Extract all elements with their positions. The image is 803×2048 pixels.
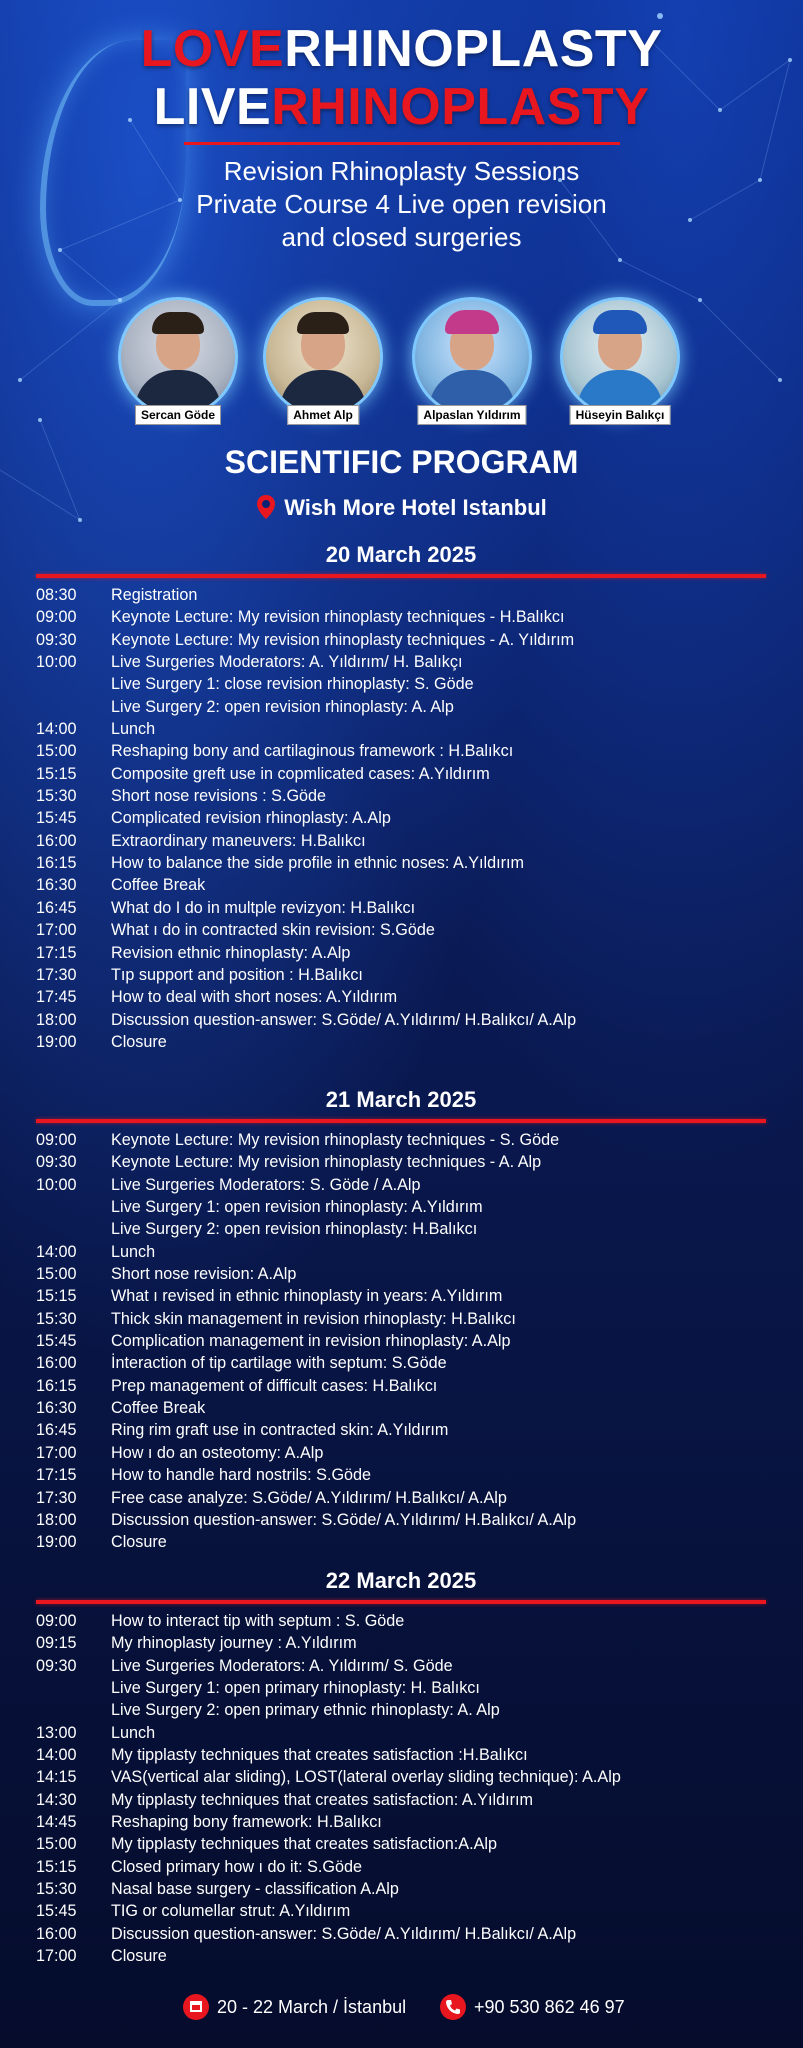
speaker-card: [118, 297, 238, 422]
schedule-time: 09:30: [36, 1656, 77, 1675]
schedule-row: [36, 1218, 766, 1240]
schedule-item: Coffee Break: [111, 1399, 206, 1418]
schedule-row: [36, 673, 766, 695]
schedule-row: [36, 1487, 766, 1509]
schedule-item: How ı do an osteotomy: A.Alp: [111, 1443, 324, 1462]
schedule-item: Live Surgeries Moderators: A. Yıldırım/ S. Göde: [111, 1656, 453, 1675]
schedule-row: [36, 986, 766, 1008]
schedule-row: [36, 964, 766, 986]
schedule-time: 18:00: [36, 1510, 77, 1529]
schedule-item: My rhinoplasty journey : A.Yıldırım: [111, 1634, 357, 1653]
schedule-row: [36, 830, 766, 852]
schedule-row: [36, 696, 766, 718]
schedule-row: [36, 718, 766, 740]
schedule-row: [36, 1531, 766, 1553]
schedule-row: [36, 1263, 766, 1285]
schedule-item: Keynote Lecture: My revision rhinoplasty techniques - A. Alp: [111, 1153, 542, 1172]
schedule-time: 16:00: [36, 1924, 77, 1943]
schedule-time: 15:15: [36, 1857, 77, 1876]
schedule-row: [36, 1833, 766, 1855]
schedule-time: 15:15: [36, 764, 77, 783]
schedule-item: Live Surgeries Moderators: S. Göde / A.Alp: [111, 1175, 421, 1194]
schedule-list: [36, 1129, 766, 1554]
calendar-icon: [183, 1994, 209, 2020]
title-rhinoplasty-2: RHINOPLASTY: [271, 78, 650, 136]
schedule-item: What ı do in contracted skin revision: S.Göde: [111, 921, 435, 940]
schedule-time: 16:45: [36, 1421, 77, 1440]
schedule-time: 15:30: [36, 1309, 77, 1328]
schedule-row: [36, 1442, 766, 1464]
schedule-row: [36, 1744, 766, 1766]
avatar: [118, 297, 238, 417]
schedule-row: [36, 651, 766, 673]
schedule-time: 09:15: [36, 1634, 77, 1653]
schedule-item: Live Surgeries Moderators: A. Yıldırım/ H. Balıkçı: [111, 653, 463, 672]
schedule-row: [36, 1655, 766, 1677]
event-title-line-2: [0, 78, 803, 136]
schedule-row: [36, 629, 766, 651]
schedule-item: VAS(vertical alar sliding), LOST(lateral overlay sliding technique): A.Alp: [111, 1768, 621, 1787]
schedule-time: 15:30: [36, 1880, 77, 1899]
footer-dates-text: 20 - 22 March / İstanbul: [217, 1996, 407, 2017]
schedule-row: [36, 1900, 766, 1922]
schedule-list: [36, 1610, 766, 1968]
day-section: [36, 1568, 766, 1968]
schedule-item: İnteraction of tip cartilage with septum: S.Göde: [111, 1354, 447, 1373]
schedule-row: [36, 1151, 766, 1173]
schedule-item: Keynote Lecture: My revision rhinoplasty techniques - H.Balıkcı: [111, 608, 565, 627]
schedule-item: Live Surgery 2: open revision rhinoplasty: H.Balıkcı: [111, 1220, 478, 1239]
schedule-time: 17:00: [36, 1443, 77, 1462]
schedule-item: Keynote Lecture: My revision rhinoplasty techniques - S. Göde: [111, 1131, 560, 1149]
schedule-time: 17:00: [36, 1947, 77, 1966]
schedule-time: 10:00: [36, 1175, 77, 1194]
schedule-item: Closed primary how ı do it: S.Göde: [111, 1857, 363, 1876]
schedule-row: [36, 807, 766, 829]
schedule-item: Nasal base surgery - classification A.Alp: [111, 1880, 399, 1899]
event-title-line-1: [0, 20, 803, 78]
schedule-row: [36, 942, 766, 964]
venue-line: [0, 494, 803, 521]
schedule-item: Reshaping bony and cartilaginous framework : H.Balıkcı: [111, 742, 514, 761]
phone-icon: [440, 1994, 466, 2020]
day-section: [36, 1087, 766, 1554]
venue-name: Wish More Hotel Istanbul: [284, 495, 547, 520]
subtitle-line-1: Revision Rhinoplasty Sessions: [223, 156, 580, 186]
avatar: [560, 297, 680, 417]
schedule-item: Short nose revision: A.Alp: [111, 1265, 297, 1284]
schedule-item: Prep management of difficult cases: H.Balıkcı: [111, 1376, 438, 1395]
schedule-item: TIG or columellar strut: A.Yıldırım: [111, 1902, 351, 1921]
schedule-time: 08:30: [36, 586, 77, 604]
schedule-row: [36, 1766, 766, 1788]
schedule-item: Thick skin management in revision rhinoplasty: H.Balıkcı: [111, 1309, 516, 1328]
day-divider: [36, 574, 766, 578]
schedule-row: [36, 785, 766, 807]
schedule-item: Closure: [111, 1533, 167, 1552]
schedule-time: [36, 1677, 111, 1699]
schedule-item: Complicated revision rhinoplasty: A.Alp: [111, 809, 391, 828]
event-header: [0, 20, 803, 254]
day-section: [36, 542, 766, 1053]
schedule-row: [36, 1610, 766, 1632]
schedule-time: 16:30: [36, 1399, 77, 1418]
day-title: 21 March 2025: [325, 1087, 477, 1112]
schedule-item: How to deal with short noses: A.Yıldırım: [111, 988, 398, 1007]
schedule-row: [36, 1397, 766, 1419]
schedule-time: 19:00: [36, 1533, 77, 1552]
title-love: LOVE: [140, 20, 285, 78]
schedule-row: [36, 1419, 766, 1441]
schedule-time: 15:00: [36, 742, 77, 761]
day-divider: [36, 1119, 766, 1123]
schedule-item: My tipplasty techniques that creates satisfaction :H.Balıkcı: [111, 1746, 528, 1765]
schedule-item: Closure: [111, 1947, 167, 1966]
schedule-time: 17:30: [36, 1488, 77, 1507]
schedule-row: [36, 897, 766, 919]
footer-phone-text: +90 530 862 46 97: [474, 1996, 625, 2017]
schedule-item: My tipplasty techniques that creates satisfaction:A.Alp: [111, 1835, 497, 1854]
schedule-item: How to balance the side profile in ethnic noses: A.Yıldırım: [111, 854, 525, 873]
footer-dates: [183, 1994, 406, 2020]
schedule-time: 17:45: [36, 988, 77, 1007]
schedule-row: [36, 740, 766, 762]
schedule-row: [36, 1856, 766, 1878]
schedule-row: [36, 1878, 766, 1900]
schedule-row: [36, 1811, 766, 1833]
title-live: LIVE: [153, 78, 272, 136]
schedule-row: [36, 1945, 766, 1967]
speaker-card: [263, 297, 383, 422]
schedule-row: [36, 852, 766, 874]
schedule-row: [36, 1464, 766, 1486]
day-title: 20 March 2025: [325, 542, 477, 567]
schedule-row: [36, 584, 766, 606]
schedule-item: What ı revised in ethnic rhinoplasty in years: A.Yıldırım: [111, 1287, 503, 1306]
schedule-row: [36, 606, 766, 628]
schedule-time: [36, 1196, 111, 1218]
schedule-item: Live Surgery 1: close revision rhinoplasty: S. Göde: [111, 675, 474, 694]
schedule-list: [36, 584, 766, 1053]
schedule-row: [36, 1509, 766, 1531]
schedule-time: 15:45: [36, 809, 77, 828]
schedule-time: 16:15: [36, 1376, 77, 1395]
schedule-item: Complication management in revision rhinoplasty: A.Alp: [111, 1332, 511, 1351]
schedule-time: 17:15: [36, 1466, 77, 1485]
speaker-name: Sercan Göde: [135, 405, 221, 425]
schedule-time: 09:00: [36, 1131, 77, 1149]
schedule-row: [36, 1009, 766, 1031]
schedule-time: 15:45: [36, 1332, 77, 1351]
day-divider: [36, 1600, 766, 1604]
schedule-time: 09:00: [36, 1612, 77, 1630]
schedule-item: How to handle hard nostrils: S.Göde: [111, 1466, 372, 1485]
schedule-time: 16:30: [36, 876, 77, 895]
schedule-row: [36, 1330, 766, 1352]
schedule-time: 14:00: [36, 1746, 77, 1765]
schedule-item: Discussion question-answer: S.Göde/ A.Yıldırım/ H.Balıkcı/ A.Alp: [111, 1010, 577, 1029]
schedule-row: [36, 1699, 766, 1721]
schedule-item: Live Surgery 1: open primary rhinoplasty: H. Balıkcı: [111, 1679, 480, 1698]
schedule-item: Live Surgery 1: open revision rhinoplasty: A.Yıldırım: [111, 1198, 483, 1217]
schedule-time: 14:45: [36, 1813, 77, 1832]
schedule-time: 09:30: [36, 1153, 77, 1172]
schedule-item: Coffee Break: [111, 876, 206, 895]
schedule-row: [36, 1677, 766, 1699]
schedule-row: [36, 1031, 766, 1053]
schedule-row: [36, 1632, 766, 1654]
schedule-time: 14:30: [36, 1790, 77, 1809]
schedule-time: 09:30: [36, 630, 77, 649]
schedule-item: My tipplasty techniques that creates satisfaction: A.Yıldırım: [111, 1790, 533, 1809]
schedule-item: Live Surgery 2: open revision rhinoplasty: A. Alp: [111, 697, 454, 716]
schedule-time: [36, 1699, 111, 1721]
schedule-time: 16:45: [36, 898, 77, 917]
title-underline: [184, 142, 620, 145]
schedule-item: Extraordinary maneuvers: H.Balıkcı: [111, 831, 366, 850]
avatar: [412, 297, 532, 417]
schedule-item: Tıp support and position : H.Balıkcı: [111, 965, 363, 984]
schedule-time: 19:00: [36, 1032, 77, 1051]
schedule-item: Keynote Lecture: My revision rhinoplasty techniques - A. Yıldırım: [111, 630, 575, 649]
schedule-row: [36, 1722, 766, 1744]
schedule-item: Discussion question-answer: S.Göde/ A.Yıldırım/ H.Balıkcı/ A.Alp: [111, 1924, 577, 1943]
schedule-time: 15:45: [36, 1902, 77, 1921]
schedule-time: 15:00: [36, 1835, 77, 1854]
schedule-time: 17:30: [36, 965, 77, 984]
schedule-row: [36, 1789, 766, 1811]
schedule-time: 14:15: [36, 1768, 77, 1787]
schedule-row: [36, 763, 766, 785]
schedule-item: Free case analyze: S.Göde/ A.Yıldırım/ H.Balıkcı/ A.Alp: [111, 1488, 507, 1507]
schedule-time: 17:15: [36, 943, 77, 962]
footer: [0, 1994, 803, 2024]
schedule-row: [36, 1375, 766, 1397]
schedule-time: 15:30: [36, 787, 77, 806]
schedule-item: Short nose revisions : S.Göde: [111, 787, 327, 806]
schedule-item: Ring rim graft use in contracted skin: A.Yıldırım: [111, 1421, 449, 1440]
schedule-time: 14:00: [36, 1242, 77, 1261]
schedule-row: [36, 1285, 766, 1307]
schedule-row: [36, 874, 766, 896]
program-title: SCIENTIFIC PROGRAM: [224, 444, 579, 480]
title-rhinoplasty-1: RHINOPLASTY: [284, 20, 663, 78]
schedule-row: [36, 1129, 766, 1151]
schedule-item: Lunch: [111, 1723, 156, 1742]
schedule-item: Discussion question-answer: S.Göde/ A.Yıldırım/ H.Balıkcı/ A.Alp: [111, 1510, 577, 1529]
schedule-item: Lunch: [111, 720, 156, 739]
schedule-item: Revision ethnic rhinoplasty: A.Alp: [111, 943, 351, 962]
schedule-row: [36, 1352, 766, 1374]
schedule-item: How to interact tip with septum : S. Göde: [111, 1612, 405, 1630]
schedule-time: 18:00: [36, 1010, 77, 1029]
speaker-name: Hüseyin Balıkçı: [570, 405, 671, 425]
schedule-time: 16:00: [36, 831, 77, 850]
schedule-time: 15:15: [36, 1287, 77, 1306]
schedule-item: Closure: [111, 1032, 167, 1051]
schedule-time: [36, 673, 111, 695]
subtitle-line-3: and closed surgeries: [281, 222, 522, 252]
location-pin-icon: [256, 494, 276, 520]
schedule-time: 14:00: [36, 720, 77, 739]
schedule-item: Composite greft use in copmlicated cases: A.Yıldırım: [111, 764, 490, 783]
speaker-card: [412, 297, 532, 422]
schedule-item: Lunch: [111, 1242, 156, 1261]
speaker-portraits: [0, 297, 803, 422]
schedule-item: What do I do in multple revizyon: H.Balıkcı: [111, 898, 416, 917]
schedule-time: 13:00: [36, 1723, 77, 1742]
subtitle-line-2: Private Course 4 Live open revision: [196, 189, 607, 219]
schedule-row: [36, 1241, 766, 1263]
schedule-time: 15:00: [36, 1265, 77, 1284]
avatar: [263, 297, 383, 417]
footer-phone[interactable]: [440, 1994, 625, 2020]
schedule-time: [36, 1218, 111, 1240]
schedule-time: [36, 696, 111, 718]
schedule-item: Registration: [111, 586, 198, 604]
speaker-name: Alpaslan Yıldırım: [417, 405, 526, 425]
schedule-row: [36, 919, 766, 941]
schedule-time: 09:00: [36, 608, 77, 627]
day-title: 22 March 2025: [325, 1568, 477, 1593]
schedule-time: 17:00: [36, 921, 77, 940]
schedule-item: Live Surgery 2: open primary ethnic rhinoplasty: A. Alp: [111, 1701, 500, 1720]
schedule-time: 16:00: [36, 1354, 77, 1373]
schedule-row: [36, 1196, 766, 1218]
speaker-name: Ahmet Alp: [287, 405, 359, 425]
schedule-item: Reshaping bony framework: H.Balıkcı: [111, 1813, 382, 1832]
schedule-row: [36, 1308, 766, 1330]
schedule-time: 16:15: [36, 854, 77, 873]
speaker-card: [560, 297, 680, 422]
schedule-row: [36, 1923, 766, 1945]
schedule-time: 10:00: [36, 653, 77, 672]
schedule-row: [36, 1174, 766, 1196]
